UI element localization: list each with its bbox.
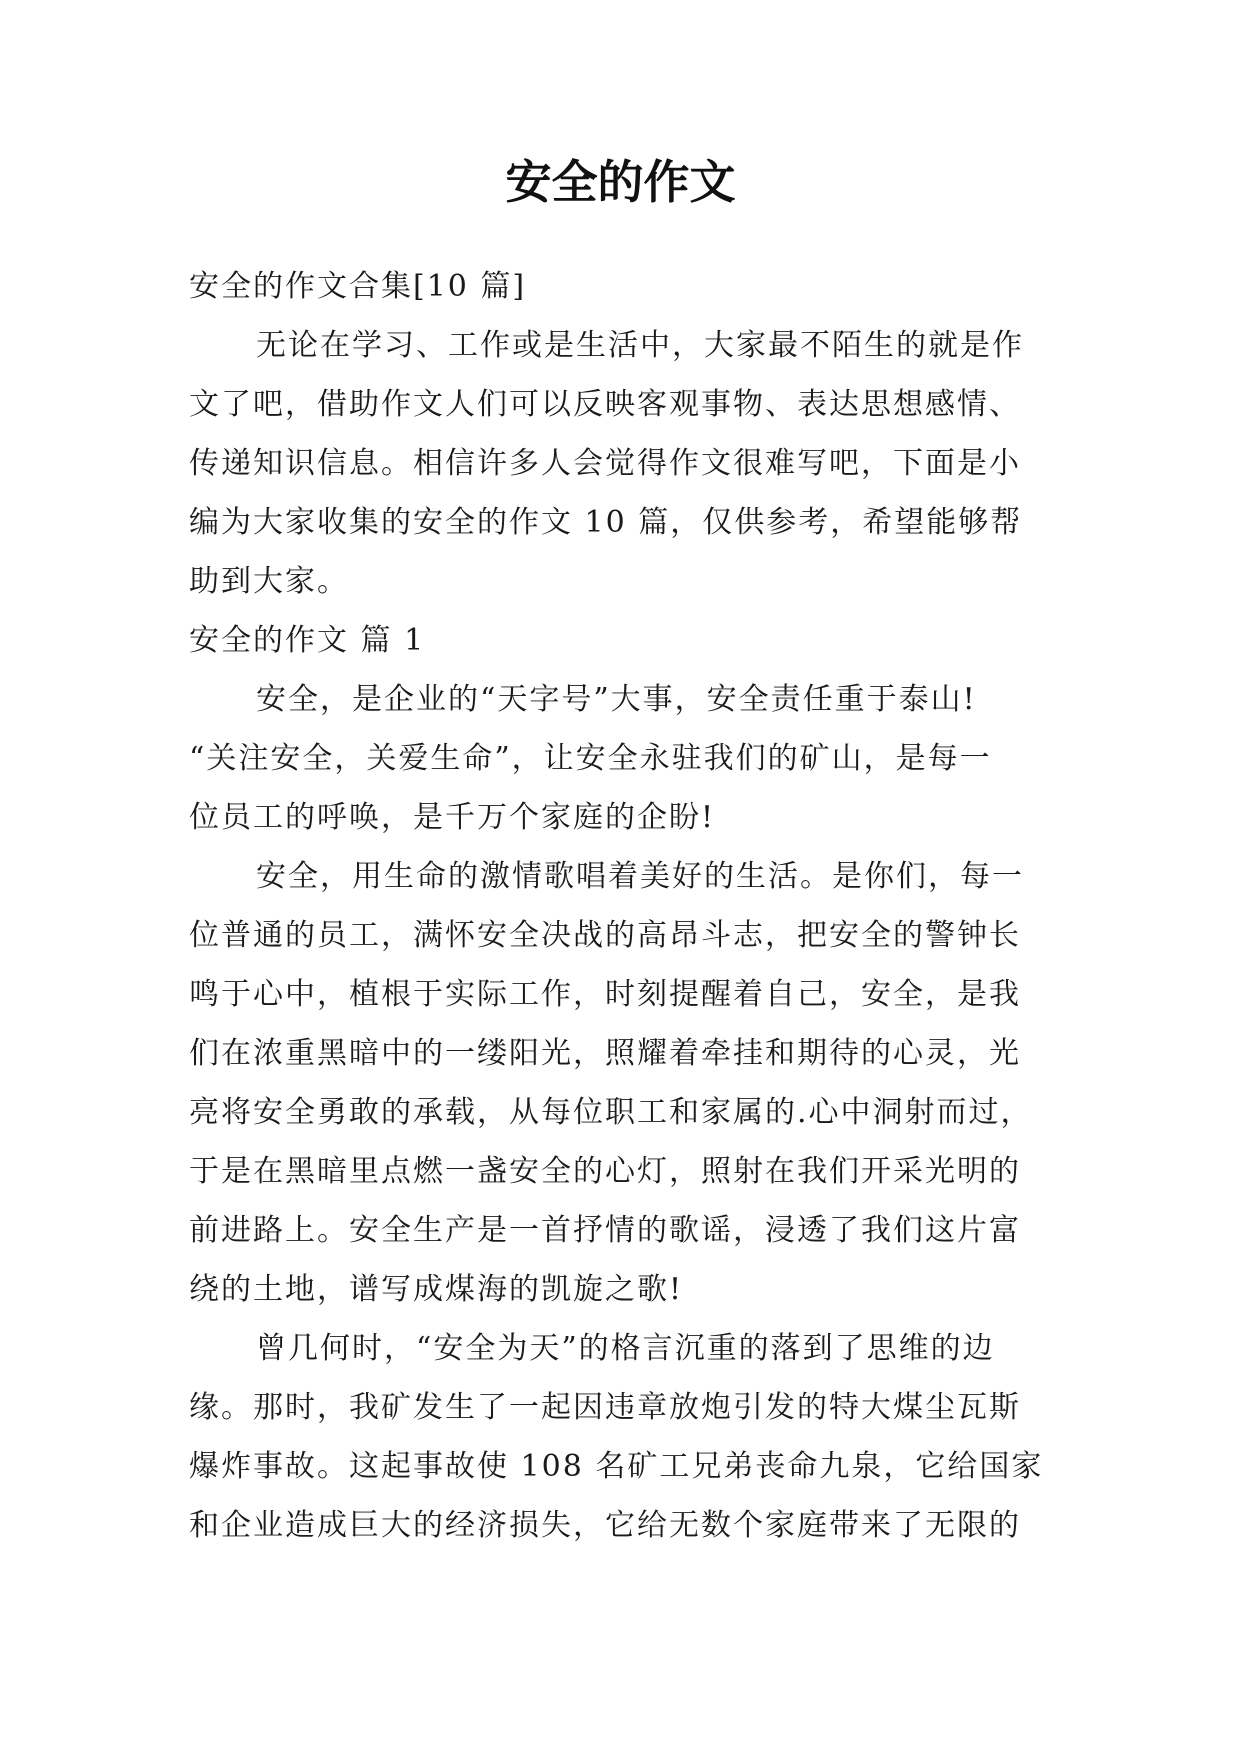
text-line: 位员工的呼唤，是千万个家庭的企盼! <box>189 800 716 835</box>
text-line: 无论在学习、工作或是生活中，大家最不陌生的就是作 <box>256 328 1024 363</box>
text-line: 位普通的员工，满怀安全决战的高昂斗志，把安全的警钟长 <box>189 918 1021 953</box>
text-line: 于是在黑暗里点燃一盏安全的心灯，照射在我们开采光明的 <box>189 1154 1021 1189</box>
document-body <box>189 257 1055 1555</box>
text-line: 绕的土地，谱写成煤海的凯旋之歌! <box>189 1272 684 1307</box>
text-line: 传递知识信息。相信许多人会觉得作文很难写吧，下面是小 <box>189 446 1021 481</box>
text-line: 曾几何时，“安全为天”的格言沉重的落到了思维的边 <box>256 1331 995 1366</box>
text-line: 爆炸事故。这起事故使 108 名矿工兄弟丧命九泉，它给国家 <box>189 1449 1044 1484</box>
text-line: 亮将安全勇敢的承载，从每位职工和家属的.心中洞射而过， <box>189 1095 1033 1130</box>
text-line: 鸣于心中，植根于实际工作，时刻提醒着自己，安全，是我 <box>189 977 1021 1012</box>
text-line: 缘。那时，我矿发生了一起因违章放炮引发的特大煤尘瓦斯 <box>189 1390 1021 1425</box>
text-line: 安全的作文 篇 1 <box>189 623 426 658</box>
text-line: 和企业造成巨大的经济损失，它给无数个家庭带来了无限的 <box>189 1508 1021 1543</box>
text-line: 前进路上。安全生产是一首抒情的歌谣，浸透了我们这片富 <box>189 1213 1021 1248</box>
text-line: 编为大家收集的安全的作文 10 篇，仅供参考，希望能够帮 <box>189 505 1023 540</box>
text-line: “关注安全，关爱生命”，让安全永驻我们的矿山，是每一 <box>189 741 992 776</box>
page-title: 安全的作文 <box>505 155 736 209</box>
text-line: 们在浓重黑暗中的一缕阳光，照耀着牵挂和期待的心灵，光 <box>189 1036 1021 1071</box>
text-line: 安全，用生命的激情歌唱着美好的生活。是你们，每一 <box>256 859 1024 894</box>
text-line: 助到大家。 <box>189 564 349 599</box>
text-line: 文了吧，借助作文人们可以反映客观事物、表达思想感情、 <box>189 387 1021 422</box>
text-line: 安全，是企业的“天字号”大事，安全责任重于泰山! <box>256 682 977 717</box>
text-line: 安全的作文合集[10 篇] <box>189 269 527 304</box>
